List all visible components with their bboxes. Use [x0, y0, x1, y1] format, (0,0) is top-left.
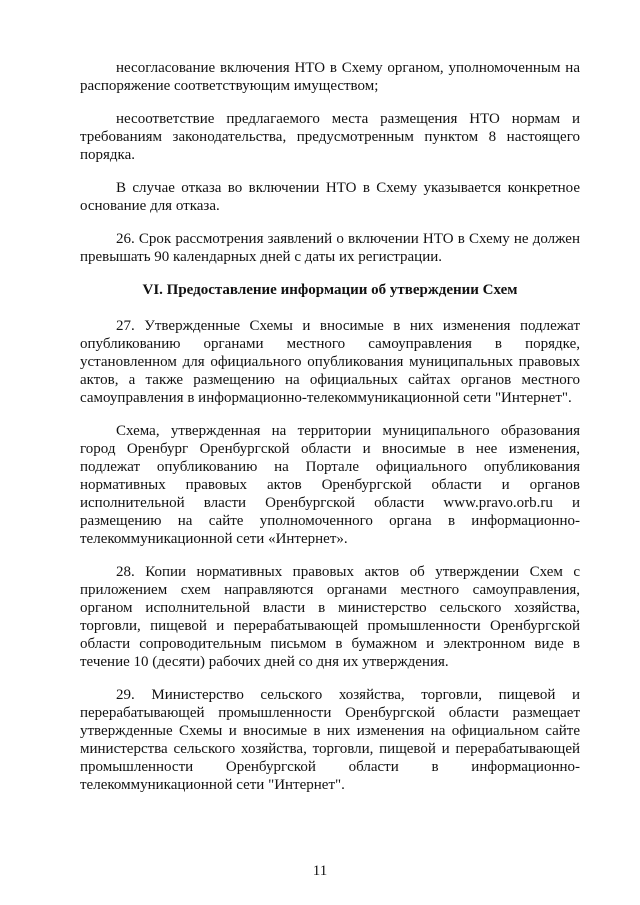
paragraph-refusal-reason: В случае отказа во включении НТО в Схему указывается конкретное основание для отказа.: [80, 180, 580, 214]
section-heading: VI. Предоставление информации об утверждении Схем: [142, 282, 518, 298]
page-number: 11: [312, 863, 328, 879]
paragraph-28: 28. Копии нормативных правовых актов об утверждении Схем с приложением схем направляются органами местного самоуправления, органом исполнительной власти в министерство сельского хозяйства, торговли, пищевой и перерабатывающей промышленности Оренбургской области сопроводительным письмом в бумажном и электронном виде в течение 10 (десяти) рабочих дней со дня их утверждения.: [80, 564, 580, 670]
paragraph-26: 26. Срок рассмотрения заявлений о включении НТО в Схему не должен превышать 90 календарных дней с даты их регистрации.: [80, 231, 580, 265]
paragraph-nonconformity: несоответствие предлагаемого места размещения НТО нормам и требованиям законодательства, предусмотренным пунктом 8 настоящего порядка.: [80, 111, 580, 163]
paragraph-scheme-orenburg: Схема, утвержденная на территории муниципального образования город Оренбург Оренбургской области и вносимые в нее изменения, подлежат опубликованию на Портале официального опубликования нормативных правовых актов Оренбургской области и органов исполнительной власти Оренбургской области www.pravo.orb.ru и размещению на сайте уполномоченного органа в информационно-телекоммуникационной сети «Интернет».: [80, 423, 580, 547]
paragraph-27: 27. Утвержденные Схемы и вносимые в них изменения подлежат опубликованию органами местного самоуправления в порядке, установленном для официального опубликования муниципальных правовых актов, а также размещению на официальных сайтах органов местного самоуправления в информационно-телекоммуникационной сети "Интернет".: [80, 318, 580, 406]
page-body: [80, 59, 580, 809]
paragraph-29: 29. Министерство сельского хозяйства, торговли, пищевой и перерабатывающей промышленности Оренбургской области размещает утвержденные Схемы и вносимые в них изменения на официальном сайте министерства сельского хозяйства, торговли, пищевой и перерабатывающей промышленности Оренбургской области в информационно-телекоммуникационной сети "Интернет".: [80, 687, 580, 793]
paragraph-disagreement: несогласование включения НТО в Схему органом, уполномоченным на распоряжение соответствующим имуществом;: [80, 60, 580, 94]
